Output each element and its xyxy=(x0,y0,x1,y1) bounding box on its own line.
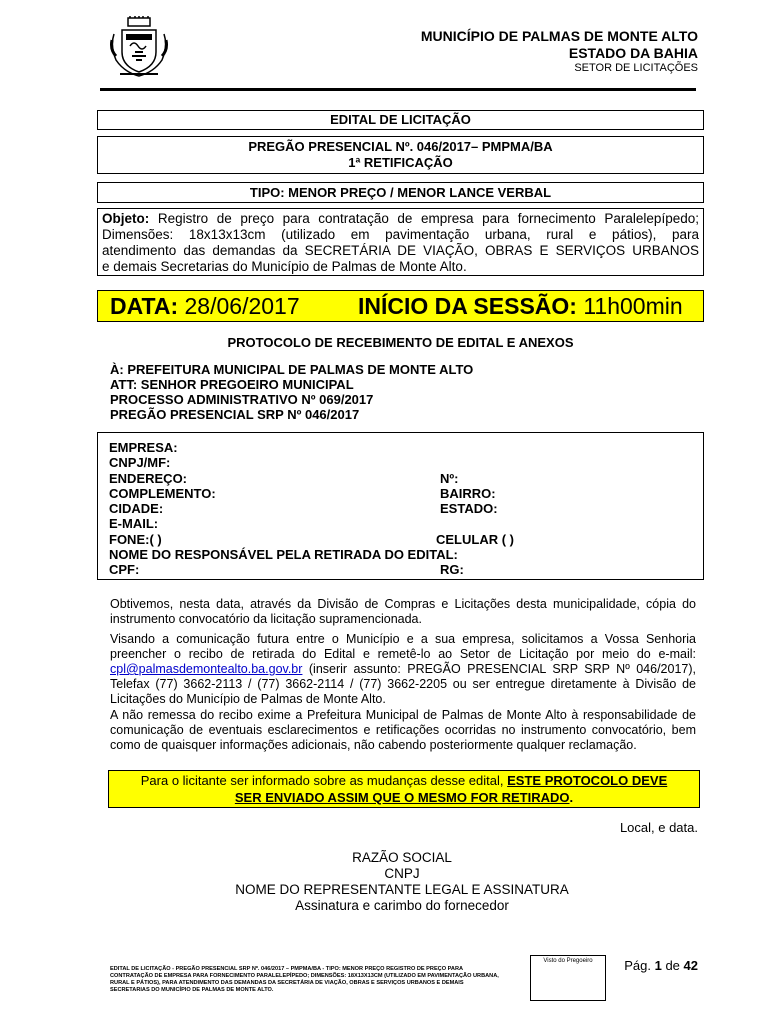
page-of: de xyxy=(665,958,680,973)
address-block xyxy=(110,362,473,422)
notice-plain: Para o licitante ser informado sobre as mudanças desse edital, xyxy=(140,773,508,788)
retificacao: 1ª RETIFICAÇÃO xyxy=(348,155,453,170)
cpf-field[interactable]: CPF: xyxy=(109,562,140,577)
cidade-field[interactable]: CIDADE: xyxy=(109,501,164,516)
edital-title-box xyxy=(97,110,704,130)
notice-text xyxy=(113,772,695,806)
date-value: 28/06/2017 xyxy=(184,293,300,319)
celular-field[interactable]: CELULAR ( ) xyxy=(436,532,514,547)
objeto-line-3: atendimento das demandas da SECRETÁRIA DE VIAÇÃO, OBRAS E SERVIÇOS URBANOS xyxy=(102,243,699,258)
objeto-line-4: e demais Secretarias do Município de Palmas de Monte Alto. xyxy=(102,259,467,274)
tipo: TIPO: MENOR PREÇO / MENOR LANCE VERBAL xyxy=(249,185,552,200)
coat-of-arms-icon xyxy=(108,16,170,80)
paragraph-2-start: Visando a comunicação futura entre o Município e a sua empresa, solicitamos a Vossa Senhoria preencher o recibo de retirada do Edital e remetê-lo ao Setor de Licitação por meio do e-mail: xyxy=(110,632,696,661)
tipo-box xyxy=(97,182,704,203)
pregao-box xyxy=(97,136,704,174)
objeto-text-1: Registro de preço para contratação de empresa para fornecimento Paralelepípedo; xyxy=(157,211,699,226)
address-line-3: PROCESSO ADMINISTRATIVO Nº 069/2017 xyxy=(110,392,374,407)
state-name: ESTADO DA BAHIA xyxy=(568,45,698,61)
pregao-number: PREGÃO PRESENCIAL Nº. 046/2017– PMPMA/BA xyxy=(248,139,553,154)
footer-text: EDITAL DE LICITAÇÃO - PREGÃO PRESENCIAL SRP Nº. 046/2017 – PMPMA/BA - TIPO: MENOR PREÇO REGISTRO DE PREÇO PARA CONTRATAÇÃO DE EMPRESA PARA FORNECIMENTO PARALELEPÍPEDO; DIMENSÕES: 18X13X13CM (UTILIZADO EM PAVIMENTAÇÃO URBANA, RURAL E PÁTIOS), PARA ATENDIMENTO DAS DEMANDAS DA SECRETÁRIA DE VIAÇÃO, OBRAS E SERVIÇOS URBANOS E DEMAIS SECRETARIAS DO MUNICÍPIO DE PALMAS DE MONTE ALTO. xyxy=(110,966,499,993)
session-start xyxy=(358,292,683,320)
address-line-1: À: PREFEITURA MUNICIPAL DE PALMAS DE MONTE ALTO xyxy=(110,362,474,377)
email-field[interactable]: E-MAIL: xyxy=(109,516,159,531)
complemento-field[interactable]: COMPLEMENTO: xyxy=(109,486,216,501)
date-label: DATA: xyxy=(110,293,179,319)
notice-bold-2: SER ENVIADO ASSIM QUE O MESMO FOR RETIRADO xyxy=(234,790,570,805)
signature-block xyxy=(100,850,704,914)
endereco-field[interactable]: ENDEREÇO: xyxy=(109,471,188,486)
objeto-line-2: Dimensões: 18x13x13cm (utilizado em pavimentação urbana, rural e pátios), para xyxy=(102,227,699,242)
paragraph-3: A não remessa do recibo exime a Prefeitura Municipal de Palmas de Monte Alto à responsabilidade de comunicação de eventuais esclarecimentos e retificações ocorridas no instrumento convocatório, bem como de quaisquer informações adicionais, não cabendo posteriormente qualquer reclamação. xyxy=(110,708,696,752)
objeto-line-1 xyxy=(102,211,699,227)
representante: NOME DO REPRESENTANTE LEGAL E ASSINATURA xyxy=(235,882,569,897)
department-name: SETOR DE LICITAÇÕES xyxy=(574,62,698,74)
paragraph-1: Obtivemos, nesta data, através da Divisão de Compras e Licitações desta municipalidade, cópia do instrumento convocatório da licitação supramencionada. xyxy=(110,597,696,626)
header-rule xyxy=(100,88,696,91)
objeto-label: Objeto: xyxy=(102,211,150,226)
notice-bold-1: ESTE PROTOCOLO DEVE xyxy=(507,773,668,788)
responsavel-field[interactable]: NOME DO RESPONSÁVEL PELA RETIRADA DO EDITAL: xyxy=(109,547,458,562)
cnpj-field[interactable]: CNPJ/MF: xyxy=(109,455,171,470)
paragraph-2-end: (inserir assunto: PREGÃO PRESENCIAL SRP SRP Nº 046/2017), Telefax (77) 3662-2113 / (77) 3662-2114 / (77) 3662-2205 ou ser entregue diretamente à Divisão de Licitações do Município de Palmas de Monte Alto. xyxy=(110,662,696,706)
notice-box xyxy=(108,770,700,808)
numero-field[interactable]: Nº: xyxy=(440,471,459,486)
session-banner xyxy=(97,290,704,322)
visto-label: Visto do Pregoeiro xyxy=(543,958,593,964)
email-link[interactable]: cpl@palmasdemontealto.ba.gov.br xyxy=(110,662,303,676)
session-date xyxy=(110,292,300,320)
edital-title: EDITAL DE LICITAÇÃO xyxy=(330,112,471,127)
local-data: Local, e data. xyxy=(619,820,698,835)
page-number xyxy=(624,958,698,973)
start-value: 11h00min xyxy=(583,293,683,319)
signature-cnpj: CNPJ xyxy=(384,866,420,881)
empresa-field[interactable]: EMPRESA: xyxy=(109,440,178,455)
paragraph-2 xyxy=(110,632,696,707)
estado-field[interactable]: ESTADO: xyxy=(440,501,498,516)
carimbo: Assinatura e carimbo do fornecedor xyxy=(295,898,509,913)
razao-social: RAZÃO SOCIAL xyxy=(352,850,452,865)
objeto-box xyxy=(97,208,704,276)
rg-field[interactable]: RG: xyxy=(440,562,464,577)
visto-box xyxy=(530,955,606,1001)
bairro-field[interactable]: BAIRRO: xyxy=(440,486,496,501)
address-line-4: PREGÃO PRESENCIAL SRP Nº 046/2017 xyxy=(110,407,360,422)
page-label: Pág. xyxy=(624,958,651,973)
page-total: 42 xyxy=(683,958,698,973)
address-line-2: ATT: SENHOR PREGOEIRO MUNICIPAL xyxy=(110,377,354,392)
fone-field[interactable]: FONE:( ) xyxy=(109,532,162,547)
notice-end: . xyxy=(569,790,574,805)
start-label: INÍCIO DA SESSÃO: xyxy=(358,293,577,319)
page-current: 1 xyxy=(654,958,662,973)
company-form xyxy=(97,432,704,580)
protocolo-title: PROTOCOLO DE RECEBIMENTO DE EDITAL E ANEXOS xyxy=(227,335,574,350)
municipality-name: MUNICÍPIO DE PALMAS DE MONTE ALTO xyxy=(420,28,698,44)
